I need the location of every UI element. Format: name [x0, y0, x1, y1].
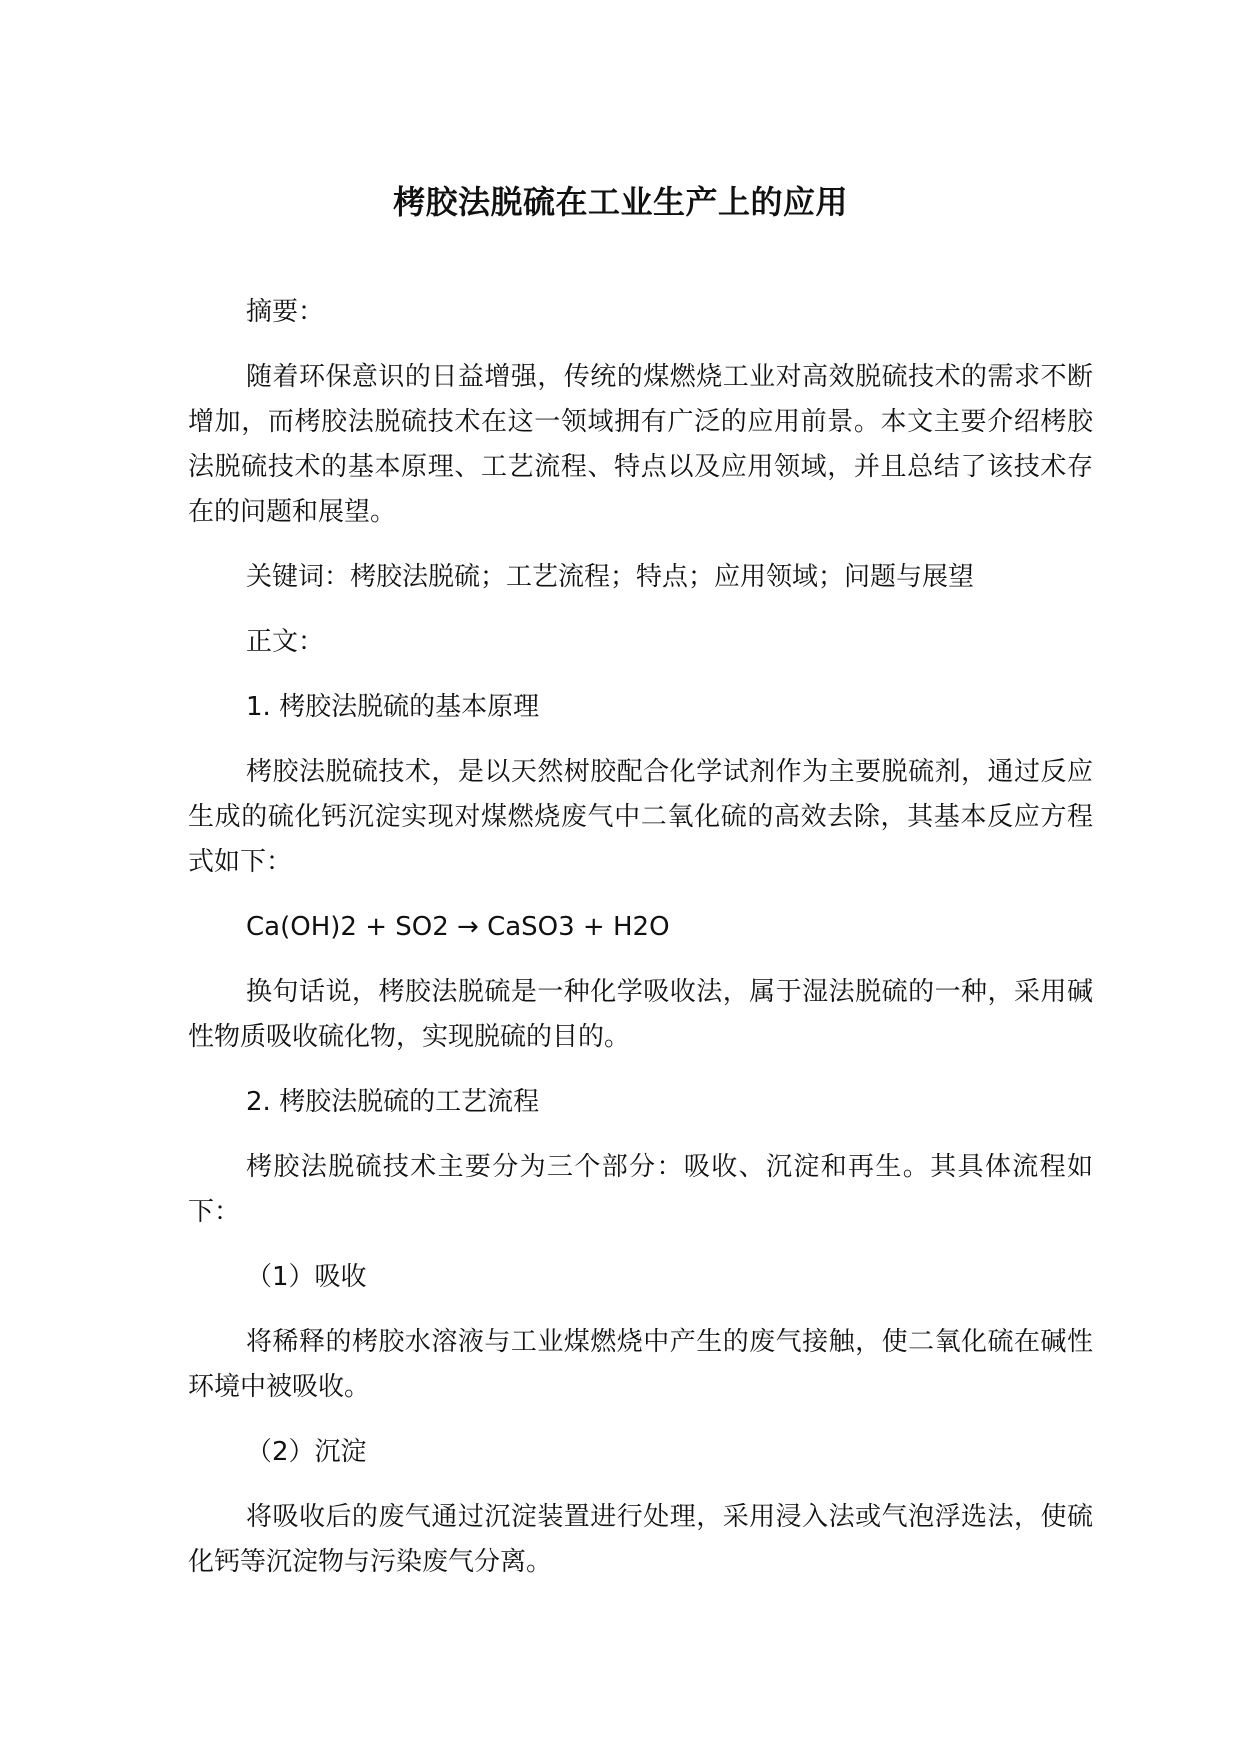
- step-1-heading: （1）吸收: [246, 1262, 367, 1292]
- section-1-heading: 1. 栲胶法脱硫的基本原理: [246, 692, 540, 722]
- chemical-equation: Ca(OH)2 + SO2 → CaSO3 + H2O: [246, 912, 670, 942]
- body-label: 正文：: [246, 627, 325, 657]
- abstract-label: 摘要：: [246, 297, 325, 327]
- step-2-text: 将吸收后的废气通过沉淀装置进行处理，采用浸入法或气泡浮选法，使硫化钙等沉淀物与污染废气分离。: [188, 1502, 1093, 1577]
- abstract-text: 随着环保意识的日益增强，传统的煤燃烧工业对高效脱硫技术的需求不断增加，而栲胶法脱硫技术在这一领域拥有广泛的应用前景。本文主要介绍栲胶法脱硫技术的基本原理、工艺流程、特点以及应用领域，并且总结了该技术存在的问题和展望。: [188, 362, 1093, 527]
- step-1-text: 将稀释的栲胶水溶液与工业煤燃烧中产生的废气接触，使二氧化硫在碱性环境中被吸收。: [188, 1327, 1093, 1402]
- section-2-heading: 2. 栲胶法脱硫的工艺流程: [246, 1087, 540, 1117]
- section-1-paragraph-1: 栲胶法脱硫技术，是以天然树胶配合化学试剂作为主要脱硫剂，通过反应生成的硫化钙沉淀实现对煤燃烧废气中二氧化硫的高效去除，其基本反应方程式如下：: [188, 757, 1093, 877]
- document-body: [188, 290, 1093, 1605]
- section-2-paragraph-1: 栲胶法脱硫技术主要分为三个部分：吸收、沉淀和再生。其具体流程如下：: [188, 1152, 1093, 1227]
- keywords-line: 关键词：栲胶法脱硫；工艺流程；特点；应用领域；问题与展望: [246, 562, 975, 592]
- section-1-paragraph-2: 换句话说，栲胶法脱硫是一种化学吸收法，属于湿法脱硫的一种，采用碱性物质吸收硫化物，实现脱硫的目的。: [188, 977, 1093, 1052]
- document-title: 栲胶法脱硫在工业生产上的应用: [392, 183, 848, 221]
- step-2-heading: （2）沉淀: [246, 1437, 367, 1467]
